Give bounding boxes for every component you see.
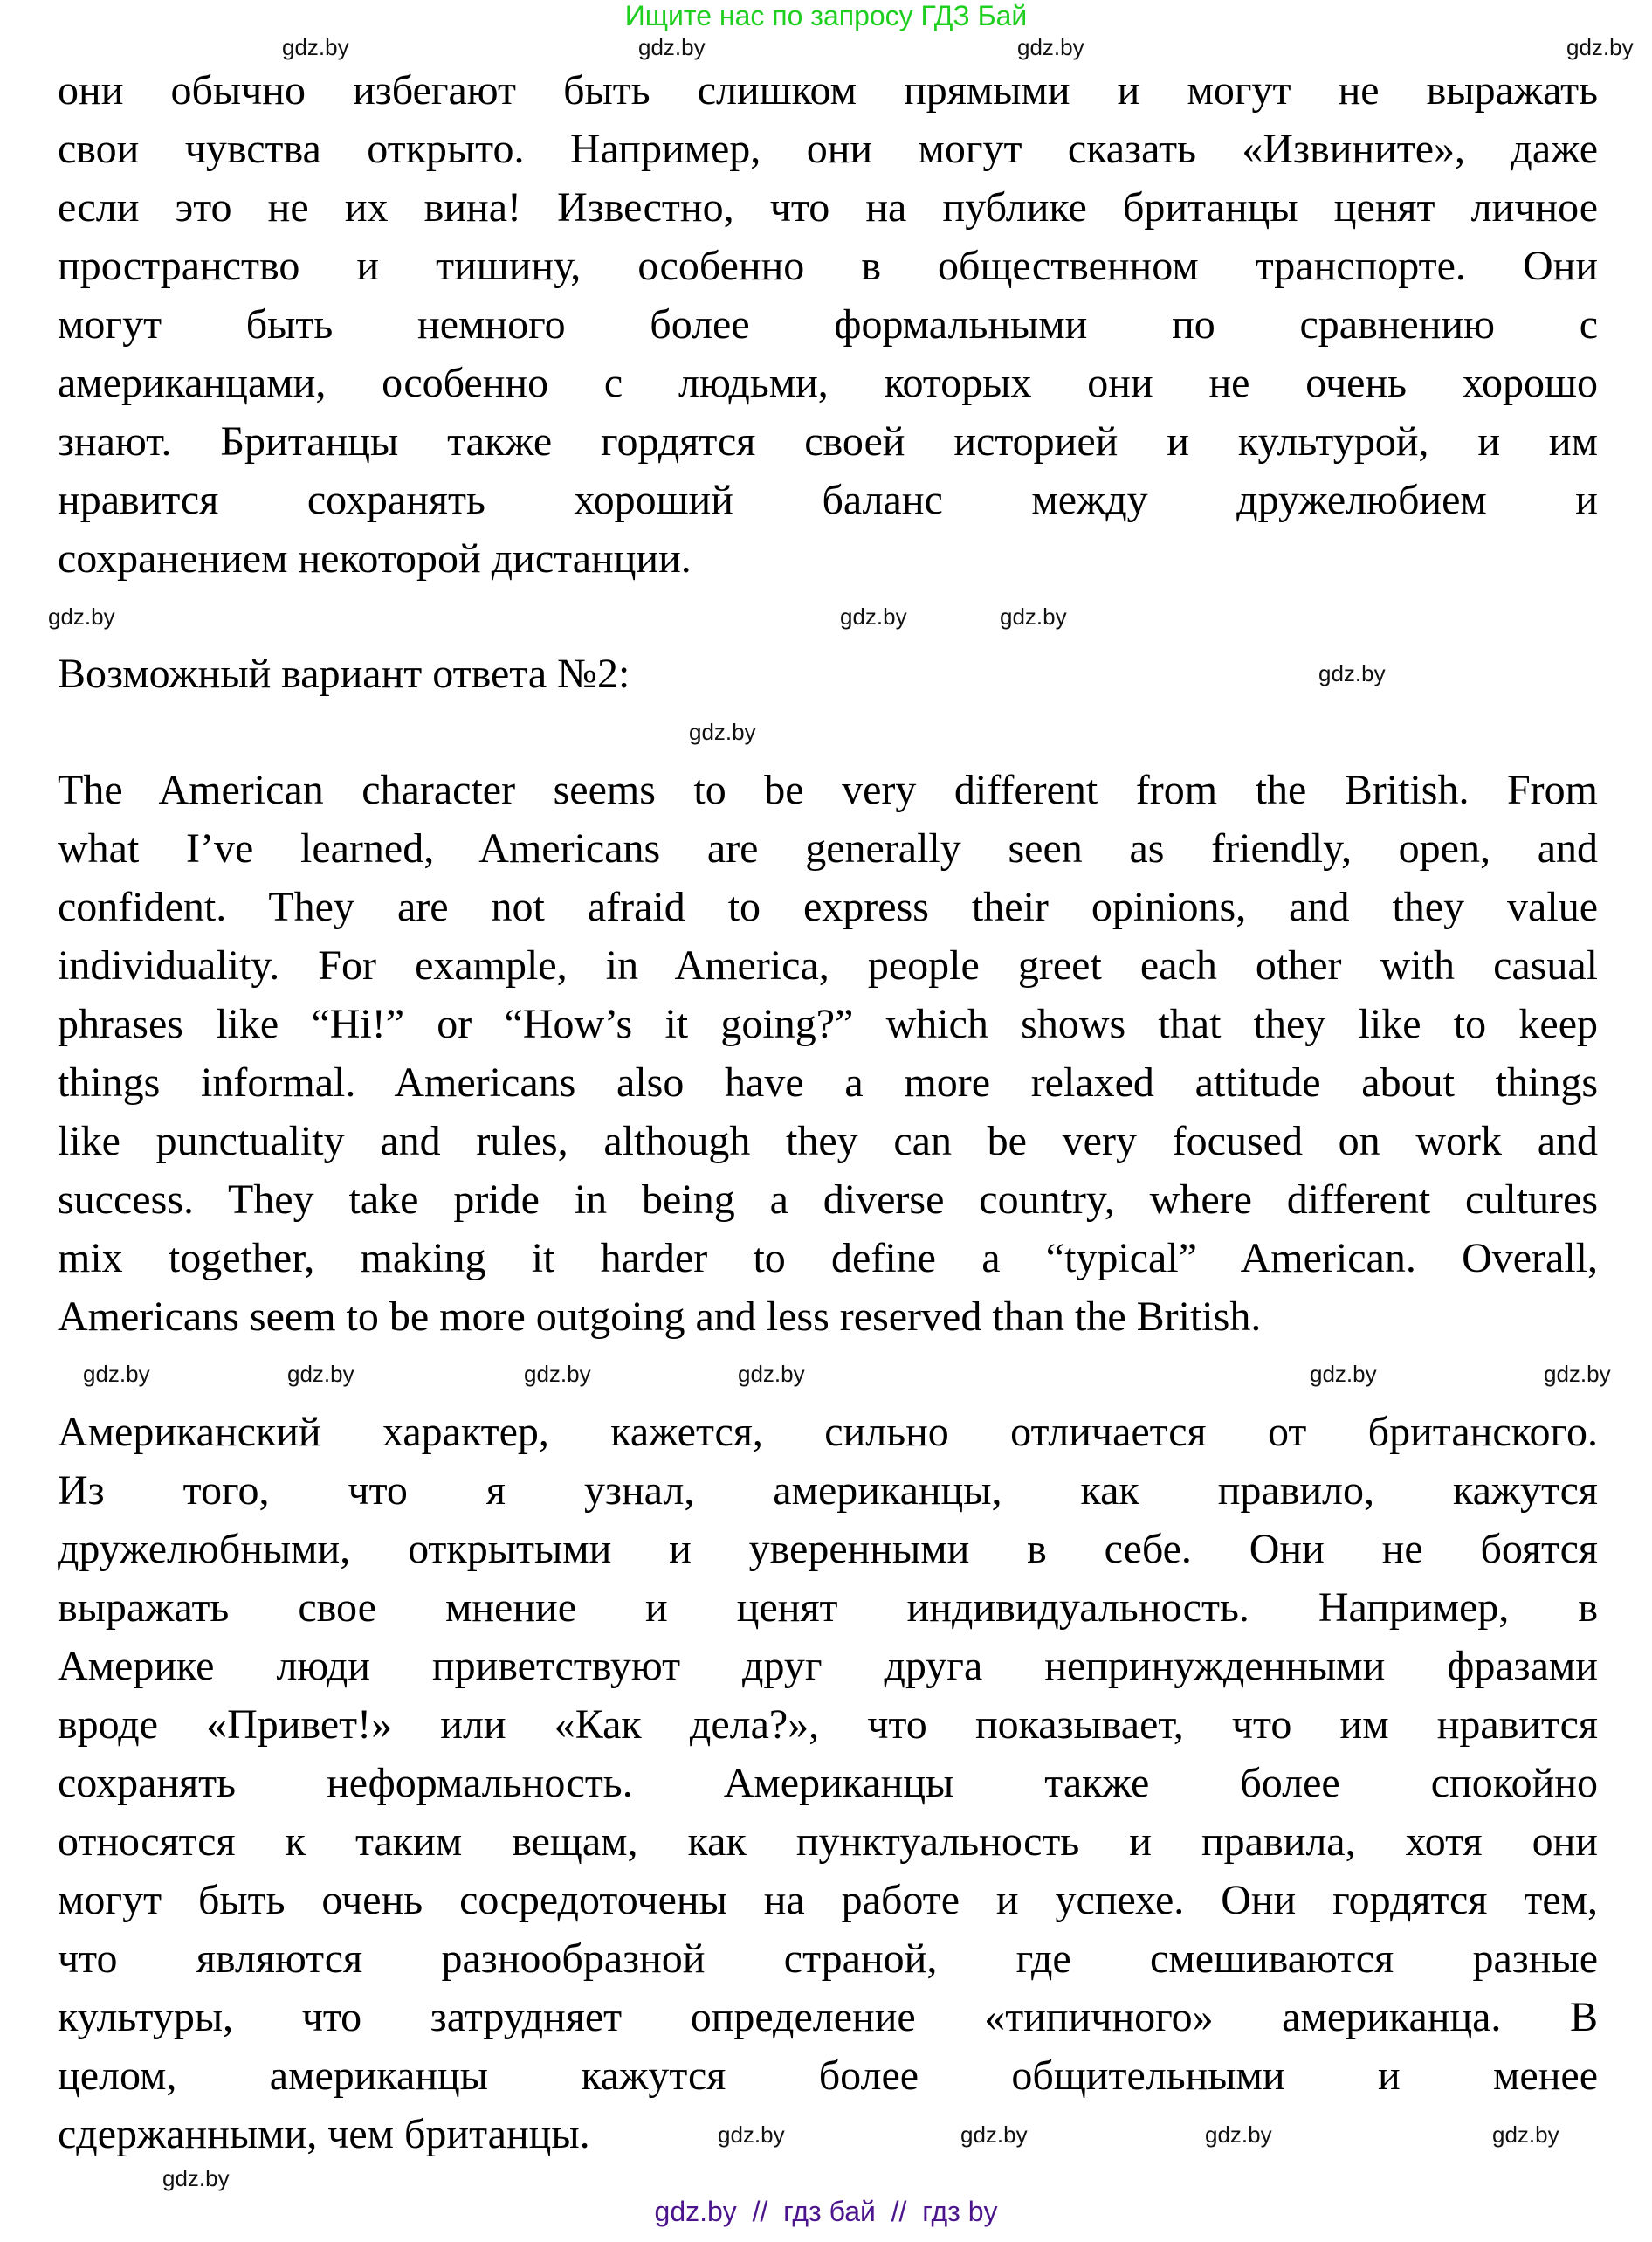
watermark: gdz.by bbox=[1318, 660, 1386, 686]
text-line: phrases like “Hi!” or “How’s it going?” which shows that they like to keep bbox=[58, 1001, 1598, 1047]
text-line: сохранением некоторой дистанции. bbox=[58, 535, 692, 582]
watermark: gdz.by bbox=[638, 34, 706, 60]
text-line: дружелюбными, открытыми и уверенными в себе. Они не боятся bbox=[58, 1526, 1598, 1572]
text-line: выражать свое мнение и ценят индивидуальность. Например, в bbox=[58, 1584, 1598, 1631]
text-line: сохранять неформальность. Американцы также более спокойно bbox=[58, 1760, 1598, 1806]
text-line: confident. They are not afraid to express their opinions, and they value bbox=[58, 884, 1598, 930]
text-line: могут быть немного более формальными по сравнению с bbox=[58, 301, 1598, 348]
watermark: gdz.by bbox=[960, 2121, 1028, 2148]
text-line: если это не их вина! Известно, что на публике британцы ценят личное bbox=[58, 184, 1598, 231]
watermark: gdz.by bbox=[524, 1361, 591, 1387]
watermark: gdz.by bbox=[287, 1361, 354, 1387]
watermark: gdz.by bbox=[48, 604, 115, 630]
text-line: Американский характер, кажется, сильно отличается от британского. bbox=[58, 1409, 1598, 1455]
text-line: Из того, что я узнал, американцы, как правило, кажутся bbox=[58, 1467, 1598, 1514]
text-line: success. They take pride in being a diverse country, where different cultures bbox=[58, 1176, 1598, 1223]
text-line: культуры, что затрудняет определение «типичного» американца. В bbox=[58, 1994, 1598, 2040]
text-line: individuality. For example, in America, people greet each other with casual bbox=[58, 942, 1598, 989]
watermark: gdz.by bbox=[1492, 2121, 1559, 2148]
watermark: gdz.by bbox=[282, 34, 349, 60]
text-line: знают. Британцы также гордятся своей историей и культурой, и им bbox=[58, 418, 1598, 465]
watermark: gdz.by bbox=[1566, 34, 1634, 60]
text-line: сдержанными, чем британцы. bbox=[58, 2111, 590, 2157]
watermark: gdz.by bbox=[83, 1361, 150, 1387]
text-line: пространство и тишину, особенно в общественном транспорте. Они bbox=[58, 243, 1598, 289]
watermark: gdz.by bbox=[1000, 604, 1067, 630]
paragraph-ru-2 bbox=[58, 1403, 1598, 2163]
text-line: целом, американцы кажутся более общительными и менее bbox=[58, 2052, 1598, 2099]
watermark: gdz.by bbox=[840, 604, 907, 630]
footer-links[interactable]: gdz.by // гдз бай // гдз by bbox=[654, 2196, 998, 2227]
watermark: gdz.by bbox=[1205, 2121, 1272, 2148]
text-line: что являются разнообразной страной, где смешиваются разные bbox=[58, 1935, 1598, 1982]
watermark: gdz.by bbox=[1017, 34, 1084, 60]
text-line: свои чувства открыто. Например, они могут сказать «Извините», даже bbox=[58, 126, 1598, 172]
text-line: The American character seems to be very different from the British. From bbox=[58, 767, 1598, 813]
watermark: gdz.by bbox=[718, 2121, 785, 2148]
text-line: могут быть очень сосредоточены на работе и успехе. Они гордятся тем, bbox=[58, 1877, 1598, 1923]
watermark: gdz.by bbox=[1310, 1361, 1377, 1387]
text-line: Americans seem to be more outgoing and less reserved than the British. bbox=[58, 1293, 1262, 1340]
text-line: things informal. Americans also have a more relaxed attitude about things bbox=[58, 1059, 1598, 1106]
text-line: относятся к таким вещам, как пунктуальность и правила, хотя они bbox=[58, 1818, 1598, 1865]
text-line: mix together, making it harder to define a “typical” American. Overall, bbox=[58, 1235, 1598, 1281]
text-line: what I’ve learned, Americans are generally seen as friendly, open, and bbox=[58, 825, 1598, 872]
watermark: gdz.by bbox=[689, 719, 756, 745]
text-line: Америке люди приветствуют друг друга непринужденными фразами bbox=[58, 1643, 1598, 1689]
paragraph-en bbox=[58, 761, 1598, 1346]
text-line: американцами, особенно с людьми, которых они не очень хорошо bbox=[58, 360, 1598, 406]
text-line: вроде «Привет!» или «Как дела?», что показывает, что им нравится bbox=[58, 1701, 1598, 1748]
watermark: gdz.by bbox=[162, 2165, 230, 2191]
text-line: они обычно избегают быть слишком прямыми и могут не выражать bbox=[58, 67, 1598, 114]
watermark: gdz.by bbox=[1544, 1361, 1611, 1387]
text-line: like punctuality and rules, although they can be very focused on work and bbox=[58, 1118, 1598, 1164]
header-banner[interactable]: Ищите нас по запросу ГДЗ Бай bbox=[624, 0, 1028, 31]
text-line: нравится сохранять хороший баланс между дружелюбием и bbox=[58, 477, 1598, 523]
paragraph-ru-1 bbox=[58, 61, 1598, 588]
answer-heading: Возможный вариант ответа №2: bbox=[58, 651, 630, 697]
watermark: gdz.by bbox=[738, 1361, 805, 1387]
